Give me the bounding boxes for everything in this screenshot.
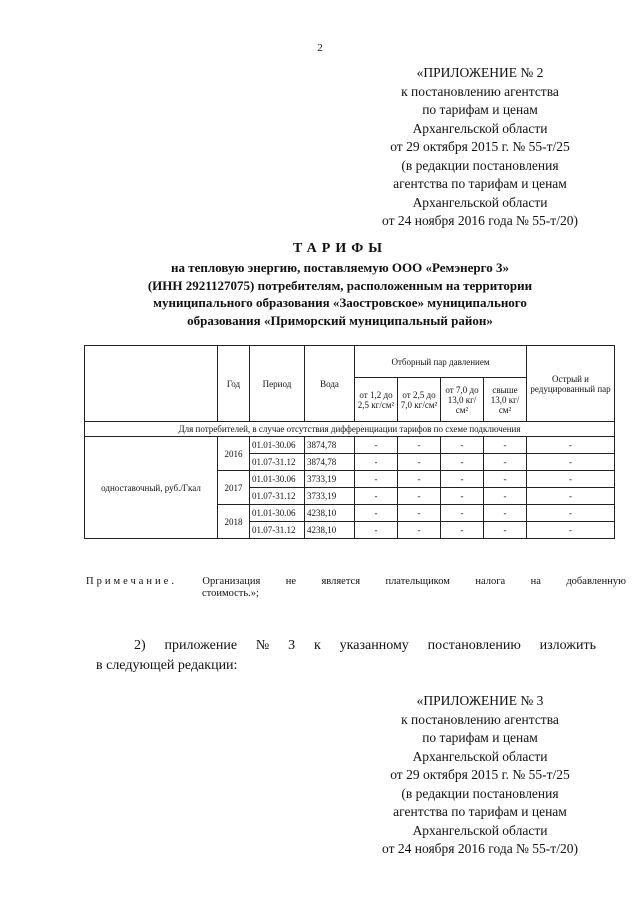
appendix-line: по тарифам и ценам <box>422 102 538 117</box>
header-steam-1: от 1,2 до 2,5 кг/см² <box>355 378 398 422</box>
steam-cell: - <box>355 471 398 488</box>
row-label: одноставочный, руб./Гкал <box>85 437 218 539</box>
appendix-line: Архангельской области <box>412 120 548 136</box>
appendix-line: от 29 октября 2015 г. № 55-т/25 <box>390 767 570 782</box>
steam-cell: - <box>441 437 484 454</box>
header-water: Вода <box>305 346 355 422</box>
steam-cell: - <box>398 437 441 454</box>
header-year: Год <box>218 346 250 422</box>
header-steam-2: от 2,5 до 7,0 кг/см² <box>398 378 441 422</box>
appendix-line: «ПРИЛОЖЕНИЕ № 3 <box>416 693 544 708</box>
para-word: к <box>314 638 321 653</box>
sharp-cell: - <box>527 454 615 471</box>
steam-cell: - <box>441 522 484 539</box>
header-period: Период <box>250 346 305 422</box>
appendix-line: (в редакции постановления <box>401 785 559 801</box>
note-line-2: стоимость.»; <box>202 588 259 599</box>
document-subtitle <box>60 259 620 329</box>
para-word: изложить <box>539 638 596 653</box>
steam-cell: - <box>398 488 441 505</box>
appendix-line: Архангельской области <box>412 748 548 764</box>
water-cell: 3733,19 <box>305 471 355 488</box>
steam-cell: - <box>355 488 398 505</box>
note-word: Организация <box>202 576 261 587</box>
year-cell: 2018 <box>218 505 250 539</box>
steam-cell: - <box>484 505 527 522</box>
note-block <box>86 576 626 599</box>
table-row <box>85 437 615 454</box>
steam-cell: - <box>441 471 484 488</box>
appendix-line: Архангельской области <box>412 822 548 838</box>
period-cell: 01.07-31.12 <box>250 488 305 505</box>
steam-cell: - <box>398 471 441 488</box>
period-cell: 01.07-31.12 <box>250 454 305 471</box>
header-empty-cell <box>85 346 218 422</box>
page-number: 2 <box>317 42 323 54</box>
tariff-table <box>84 345 615 539</box>
appendix-line: Архангельской области <box>412 194 548 210</box>
appendix-line: от 24 ноября 2016 года № 55-т/20) <box>382 213 578 228</box>
sharp-cell: - <box>527 488 615 505</box>
subtitle-line: муниципального образования «Заостровское» муниципального <box>153 295 527 310</box>
para-word: постановлению <box>427 638 521 653</box>
appendix-line: (в редакции постановления <box>401 157 559 173</box>
water-cell: 3874,78 <box>305 454 355 471</box>
para-word: 2) <box>134 638 146 653</box>
steam-cell: - <box>484 454 527 471</box>
sharp-cell: - <box>527 471 615 488</box>
para-word: приложение <box>164 638 238 653</box>
appendix-line: агентства по тарифам и ценам <box>393 176 567 191</box>
steam-cell: - <box>355 454 398 471</box>
header-steam-group: Отборный пар давлением <box>355 346 527 378</box>
year-cell: 2017 <box>218 471 250 505</box>
note-word: не <box>285 576 297 587</box>
steam-cell: - <box>398 505 441 522</box>
sharp-cell: - <box>527 505 615 522</box>
header-steam-4: свыше 13,0 кг/см² <box>484 378 527 422</box>
steam-cell: - <box>484 437 527 454</box>
subtitle-line: образования «Приморский муниципальный район» <box>187 312 493 328</box>
appendix-line: от 24 ноября 2016 года № 55-т/20) <box>382 841 578 856</box>
sharp-cell: - <box>527 437 615 454</box>
header-steam-3: от 7,0 до 13,0 кг/см² <box>441 378 484 422</box>
subtitle-line: (ИНН 2921127075) потребителям, расположенным на территории <box>147 277 533 293</box>
para-word: № <box>255 638 270 653</box>
year-cell: 2016 <box>218 437 250 471</box>
steam-cell: - <box>441 505 484 522</box>
note-word: является <box>321 576 361 587</box>
steam-cell: - <box>484 522 527 539</box>
steam-cell: - <box>398 454 441 471</box>
note-word: добавленную <box>566 576 626 587</box>
steam-cell: - <box>398 522 441 539</box>
appendix-line: к постановлению агентства <box>401 711 559 727</box>
appendix-line: «ПРИЛОЖЕНИЕ № 2 <box>416 65 544 80</box>
steam-cell: - <box>484 471 527 488</box>
appendix-header-top <box>330 64 630 231</box>
document-title: ТАРИФЫ <box>293 241 387 256</box>
period-cell: 01.01-30.06 <box>250 505 305 522</box>
para-word: 3 <box>288 638 296 653</box>
period-cell: 01.01-30.06 <box>250 437 305 454</box>
steam-cell: - <box>441 454 484 471</box>
steam-cell: - <box>484 488 527 505</box>
appendix-line: к постановлению агентства <box>401 83 559 99</box>
appendix-header-bottom <box>330 692 630 859</box>
note-label: Примечание. <box>86 576 177 587</box>
subtitle-line: на тепловую энергию, поставляемую ООО «Ремэнерго 3» <box>171 260 509 275</box>
sharp-cell: - <box>527 522 615 539</box>
water-cell: 3733,19 <box>305 488 355 505</box>
steam-cell: - <box>441 488 484 505</box>
note-word: плательщиком <box>385 576 450 587</box>
appendix-line: по тарифам и ценам <box>422 730 538 745</box>
amendment-paragraph <box>96 636 596 676</box>
note-word: на <box>530 576 541 587</box>
header-sharp-steam: Острый и редуцированный пар <box>527 346 615 422</box>
para-word: указанному <box>339 638 409 653</box>
period-cell: 01.07-31.12 <box>250 522 305 539</box>
water-cell: 4238,10 <box>305 522 355 539</box>
note-word: налога <box>475 576 506 587</box>
steam-cell: - <box>355 522 398 539</box>
water-cell: 4238,10 <box>305 505 355 522</box>
appendix-line: от 29 октября 2015 г. № 55-т/25 <box>390 139 570 154</box>
section-label: Для потребителей, в случае отсутствия дифференциации тарифов по схеме подключения <box>85 422 615 437</box>
water-cell: 3874,78 <box>305 437 355 454</box>
appendix-line: агентства по тарифам и ценам <box>393 804 567 819</box>
steam-cell: - <box>355 437 398 454</box>
para-line-2: в следующей редакции: <box>96 658 238 673</box>
period-cell: 01.01-30.06 <box>250 471 305 488</box>
steam-cell: - <box>355 505 398 522</box>
